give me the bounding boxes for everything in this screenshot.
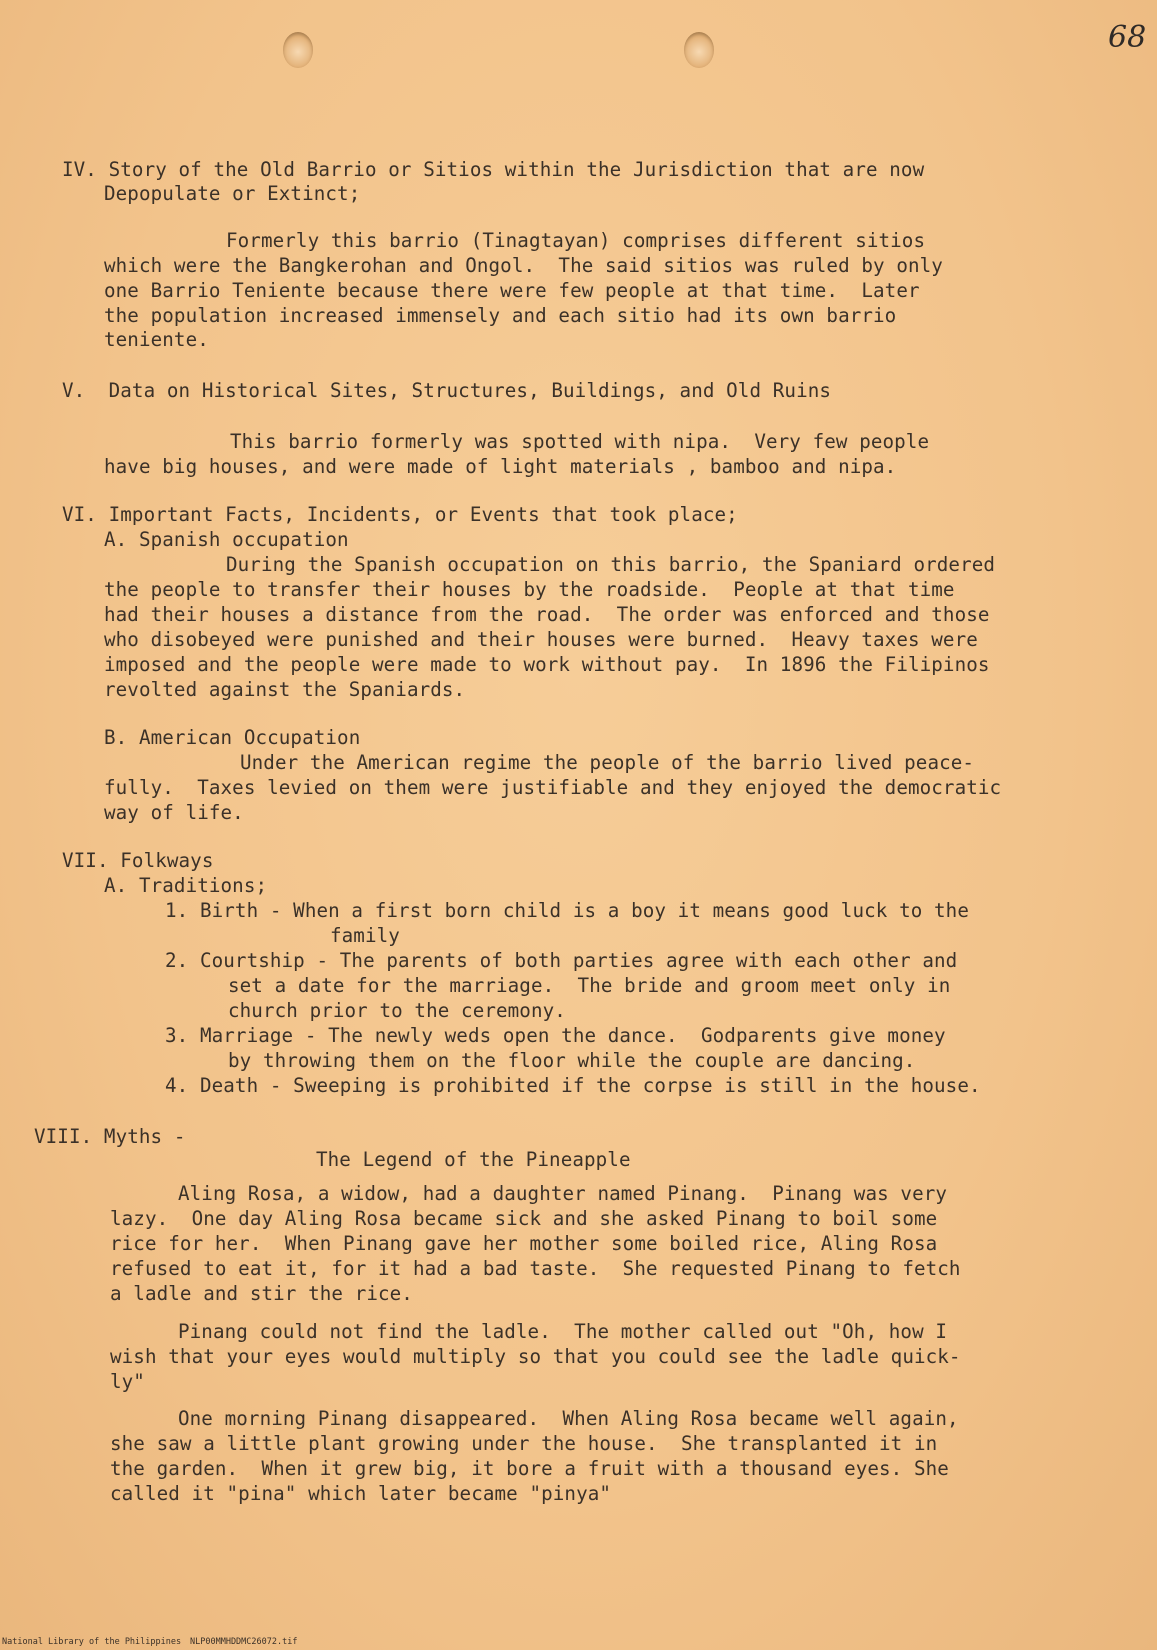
tradition-item: 4. Death - Sweeping is prohibited if the corpse is still in the house. (165, 1074, 981, 1097)
tradition-item-cont: family (330, 924, 400, 947)
section-vi-a-para-line: During the Spanish occupation on this barrio, the Spaniard ordered (226, 553, 996, 576)
legend-para-line: ly" (110, 1370, 145, 1393)
section-vi-b-heading: B. American Occupation (104, 726, 361, 749)
section-iv-heading: IV. Story of the Old Barrio or Sitios within the Jurisdiction that are now (62, 158, 925, 181)
section-viii-heading: VIII. Myths - (34, 1125, 186, 1148)
legend-para-line: the garden. When it grew big, it bore a fruit with a thousand eyes. She (110, 1457, 949, 1480)
section-vi-b-para-line: fully. Taxes levied on them were justifiable and they enjoyed the democratic (104, 776, 1002, 799)
page-number: 68 (1108, 20, 1147, 55)
section-vi-a-para-line: had their houses a distance from the road. The order was enforced and those (104, 603, 990, 626)
legend-para-line: lazy. One day Aling Rosa became sick and she asked Pinang to boil some (110, 1207, 938, 1230)
section-vi-a-heading: A. Spanish occupation (104, 528, 349, 551)
legend-title: The Legend of the Pineapple (316, 1148, 631, 1171)
tradition-item-cont: church prior to the ceremony. (228, 999, 566, 1022)
tradition-item: 2. Courtship - The parents of both parties agree with each other and (165, 949, 958, 972)
section-vi-heading: VI. Important Facts, Incidents, or Events that took place; (62, 503, 738, 526)
legend-para-line: rice for her. When Pinang gave her mother some boiled rice, Aling Rosa (110, 1232, 938, 1255)
punch-hole-right (684, 32, 714, 68)
section-iv-para-line: Formerly this barrio (Tinagtayan) comprises different sitios (226, 229, 926, 252)
tradition-item: 1. Birth - When a first born child is a boy it means good luck to the (165, 899, 969, 922)
legend-para-line: refused to eat it, for it had a bad taste. She requested Pinang to fetch (110, 1257, 961, 1280)
section-v-para-line: This barrio formerly was spotted with nipa. Very few people (230, 430, 930, 453)
section-vi-a-para-line: who disobeyed were punished and their houses were burned. Heavy taxes were (104, 628, 978, 651)
section-iv-para-line: teniente. (104, 328, 209, 351)
legend-para-line: a ladle and stir the rice. (110, 1282, 413, 1305)
section-v-para-line: have big houses, and were made of light materials , bamboo and nipa. (104, 455, 897, 478)
section-iv-para-line: which were the Bangkerohan and Ongol. The said sitios was ruled by only (104, 254, 943, 277)
legend-para-line: called it "pina" which later became "pinya" (110, 1482, 612, 1505)
section-vi-a-para-line: revolted against the Spaniards. (104, 678, 466, 701)
tradition-item-cont: set a date for the marriage. The bride and groom meet only in (228, 974, 951, 997)
footer-library: National Library of the Philippines (2, 1637, 182, 1647)
section-iv-heading-cont: Depopulate or Extinct; (104, 182, 361, 205)
legend-para-line: One morning Pinang disappeared. When Aling Rosa became well again, (178, 1407, 959, 1430)
legend-para-line: wish that your eyes would multiply so that you could see the ladle quick- (110, 1345, 961, 1368)
section-vii-a-heading: A. Traditions; (104, 874, 268, 897)
legend-para-line: Pinang could not find the ladle. The mother called out "Oh, how I (178, 1320, 948, 1343)
section-vi-b-para-line: Under the American regime the people of the barrio lived peace- (240, 751, 975, 774)
section-vi-a-para-line: the people to transfer their houses by the roadside. People at that time (104, 578, 955, 601)
punch-hole-left (283, 32, 313, 68)
section-iv-para-line: one Barrio Teniente because there were few people at that time. Later (104, 279, 920, 302)
tradition-item: 3. Marriage - The newly weds open the dance. Godparents give money (165, 1024, 946, 1047)
footer-file-id: NLP00MMHDDMC26072.tif (190, 1637, 298, 1647)
section-vi-a-para-line: imposed and the people were made to work without pay. In 1896 the Filipinos (104, 653, 990, 676)
section-vii-heading: VII. Folkways (62, 849, 214, 872)
section-v-heading: V. Data on Historical Sites, Structures, Buildings, and Old Ruins (62, 379, 832, 402)
section-vi-b-para-line: way of life. (104, 801, 244, 824)
legend-para-line: Aling Rosa, a widow, had a daughter named Pinang. Pinang was very (178, 1182, 948, 1205)
tradition-item-cont: by throwing them on the floor while the couple are dancing. (228, 1049, 916, 1072)
section-iv-para-line: the population increased immensely and each sitio had its own barrio (104, 304, 897, 327)
legend-para-line: she saw a little plant growing under the house. She transplanted it in (110, 1432, 938, 1455)
